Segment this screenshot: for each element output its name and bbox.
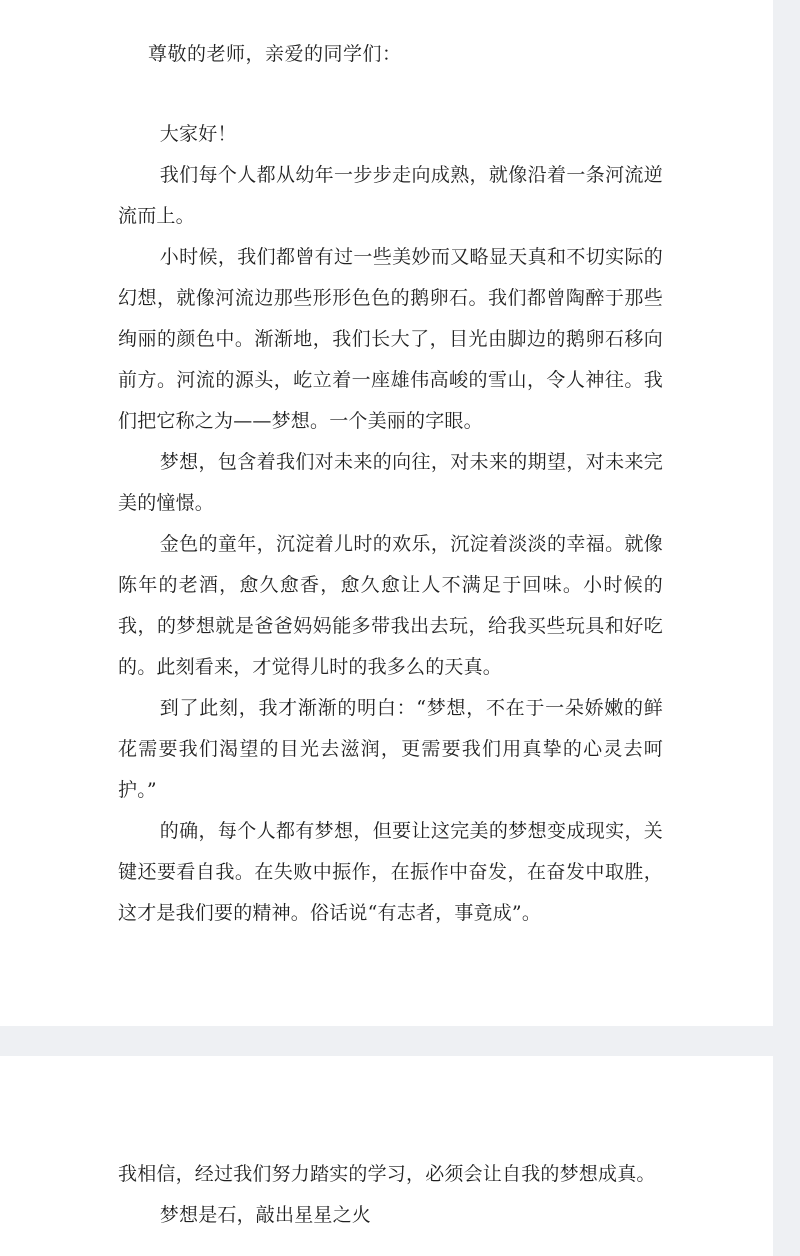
paragraph: 的确，每个人都有梦想，但要让这完美的梦想变成现实，关键还要看自我。在失败中振作，在振作中奋发，在奋发中取胜，这才是我们要的精神。俗话说“有志者，事竟成”。 — [118, 820, 663, 924]
paragraph: 金色的童年，沉淀着儿时的欢乐，沉淀着淡淡的幸福。就像陈年的老酒，愈久愈香，愈久愈让人不满足于回味。小时候的我，的梦想就是爸爸妈妈能多带我出去玩，给我买些玩具和好吃的。此刻看来，才觉得儿时的我多么的天真。 — [118, 533, 663, 678]
page-1-body — [118, 114, 663, 934]
greeting-line: 尊敬的老师，亲爱的同学们： — [148, 43, 402, 65]
paragraph: 梦想是石，敲出星星之火 — [159, 1204, 371, 1226]
paragraph: 我们每个人都从幼年一步步走向成熟，就像沿着一条河流逆流而上。 — [118, 164, 663, 227]
page-2-body — [118, 1154, 663, 1236]
paragraph: 梦想，包含着我们对未来的向往，对未来的期望，对未来完美的憧憬。 — [118, 451, 663, 514]
paragraph: 小时候，我们都曾有过一些美妙而又略显天真和不切实际的幻想，就像河流边那些形形色色的鹅卵石。我们都曾陶醉于那些绚丽的颜色中。渐渐地，我们长大了，目光由脚边的鹅卵石移向前方。河流的源头，屹立着一座雄伟高峻的雪山，令人神往。我们把它称之为——梦想。一个美丽的字眼。 — [118, 246, 663, 432]
paragraph: 大家好！ — [159, 123, 237, 145]
document-page-2 — [0, 1056, 773, 1256]
paragraph: 我相信，经过我们努力踏实的学习，必须会让自我的梦想成真。 — [118, 1163, 656, 1185]
paragraph: 到了此刻，我才渐渐的明白：“梦想，不在于一朵娇嫩的鲜花需要我们渴望的目光去滋润，更需要我们用真挚的心灵去呵护。” — [118, 697, 663, 801]
